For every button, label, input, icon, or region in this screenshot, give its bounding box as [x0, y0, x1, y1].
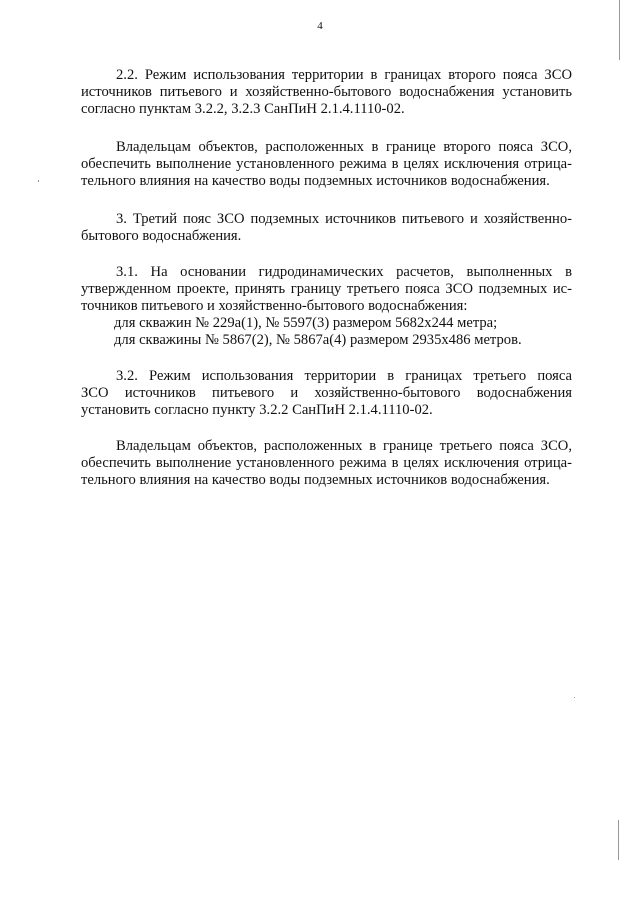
paragraph-line: утвержденном проекте, принять границу третьего пояса ЗСО подземных ис-	[81, 281, 572, 297]
paragraph-line: тельного влияния на качество воды подземных источников водоснабжения.	[81, 173, 550, 189]
scan-dust-mark	[574, 697, 575, 698]
paragraph-line: 3. Третий пояс ЗСО подземных источников питьевого и хозяйственно-	[116, 211, 572, 227]
well-list-item: для скважины № 5867(2), № 5867а(4) размером 2935х486 метров.	[114, 332, 522, 348]
scan-edge-mark	[619, 0, 620, 60]
page-number: 4	[317, 20, 323, 32]
well-list-item: для скважин № 229а(1), № 5597(3) размером 5682х244 метра;	[114, 315, 498, 331]
paragraph-line: точников питьевого и хозяйственно-бытового водоснабжения:	[81, 298, 468, 314]
paragraph-line: 3.1. На основании гидродинамических расчетов, выполненных в	[116, 264, 572, 280]
paragraph-line: тельного влияния на качество воды подземных источников водоснабжения.	[81, 472, 550, 488]
paragraph-line: обеспечить выполнение установленного режима в целях исключения отрица-	[81, 156, 572, 172]
paragraph-3-1	[81, 264, 572, 349]
scan-edge-mark	[618, 820, 619, 860]
paragraph-line: Владельцам объектов, расположенных в границе третьего пояса ЗСО,	[116, 438, 572, 454]
paragraph-2-2	[81, 67, 572, 118]
paragraph-line: бытового водоснабжения.	[81, 228, 242, 244]
paragraph-line: Владельцам объектов, расположенных в границе второго пояса ЗСО,	[116, 139, 572, 155]
paragraph-line: установить согласно пункту 3.2.2 СанПиН 2.1.4.1110-02.	[81, 402, 433, 418]
paragraph-owners-third-belt	[81, 438, 572, 489]
paragraph-line: обеспечить выполнение установленного режима в целях исключения отрица-	[81, 455, 572, 471]
paragraph-line: источников питьевого и хозяйственно-бытового водоснабжения установить	[81, 84, 572, 100]
paragraph-owners-second-belt	[81, 139, 572, 190]
paragraph-line: 2.2. Режим использования территории в границах второго пояса ЗСО	[116, 67, 572, 83]
paragraph-3-2	[81, 368, 572, 419]
paragraph-line: ЗСО источников питьевого и хозяйственно-бытового водоснабжения	[81, 385, 572, 401]
paragraph-3	[81, 211, 572, 245]
scan-dust-mark	[38, 180, 39, 182]
paragraph-line: 3.2. Режим использования территории в границах третьего пояса	[116, 368, 572, 384]
paragraph-line: согласно пунктам 3.2.2, 3.2.3 СанПиН 2.1.4.1110-02.	[81, 101, 405, 117]
